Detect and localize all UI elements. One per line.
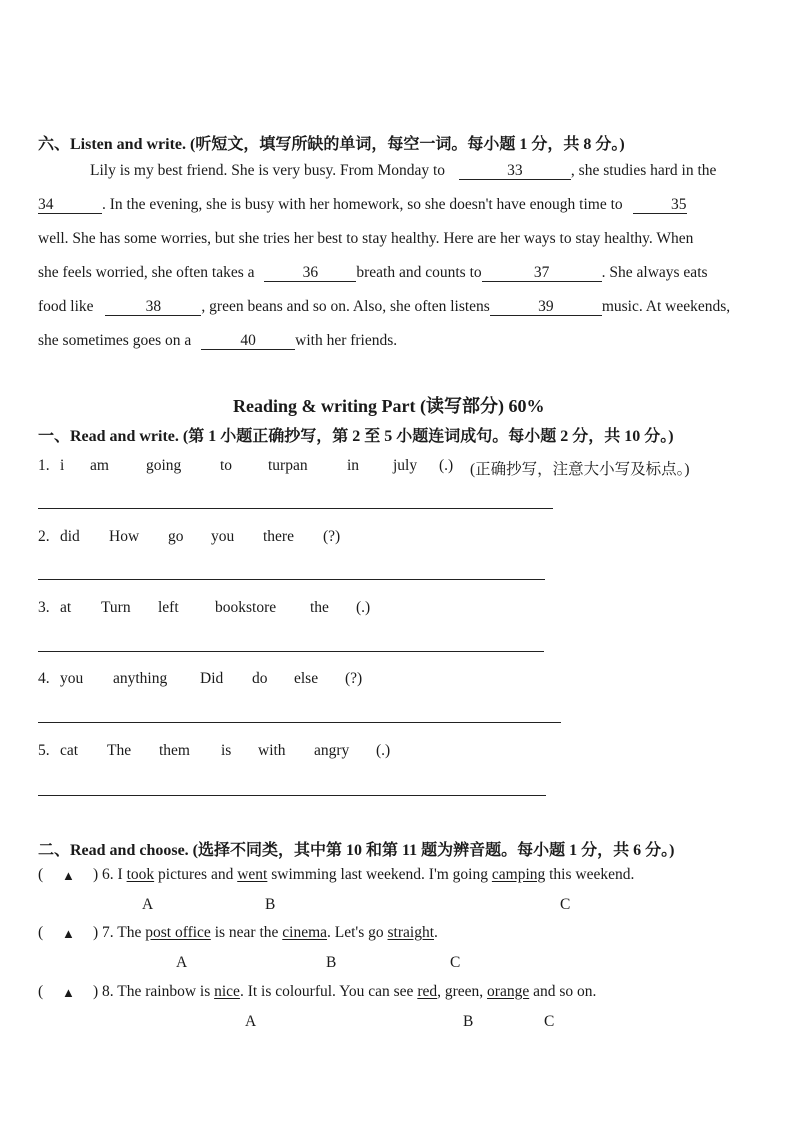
question-number: 5. [38, 742, 50, 759]
option-c: C [560, 896, 571, 913]
passage-text: with her friends. [295, 332, 398, 349]
scrambled-word: do [252, 670, 268, 687]
option-a: A [176, 954, 188, 971]
scrambled-word: How [109, 528, 140, 545]
scrambled-word: (.) [376, 742, 391, 759]
scrambled-word: the [310, 599, 329, 616]
sentence-text: ) 6. I [93, 866, 123, 883]
passage-line-5 [38, 298, 730, 316]
scrambled-word: (?) [323, 528, 341, 545]
choice-sentence-8 [93, 983, 596, 1001]
scrambled-word: am [90, 457, 109, 474]
underlined-word-b: red [417, 983, 438, 1000]
answer-paren[interactable]: ( [38, 983, 44, 1000]
scrambled-word: you [211, 528, 235, 545]
passage-text: Lily is my best friend. She is very busy. From Monday to [90, 162, 446, 179]
underlined-word-b: cinema [282, 924, 328, 941]
underlined-word-b: went [237, 866, 268, 883]
scrambled-word: (?) [345, 670, 363, 687]
answer-blank-33[interactable]: 33 [459, 163, 571, 180]
instruction-note: (正确抄写，注意大小写及标点。) [470, 461, 690, 478]
passage-text: she sometimes goes on a [38, 332, 192, 349]
sentence-text: . It is colourful. You can see [239, 983, 414, 1000]
choice-sentence-7 [93, 924, 438, 942]
passage-text: , she studies hard in the [570, 162, 717, 179]
answer-blank-34[interactable]: 34 [38, 197, 102, 214]
answer-blank-35[interactable]: 35 [633, 197, 687, 214]
scrambled-word: is [221, 742, 232, 759]
answer-blank-40[interactable]: 40 [201, 333, 295, 350]
scrambled-word: with [258, 742, 286, 759]
answer-paren[interactable]: ( [38, 866, 44, 883]
triangle-icon: ▲ [62, 868, 75, 883]
passage-text: she feels worried, she often takes a [38, 264, 255, 281]
answer-line-4[interactable] [38, 722, 561, 723]
scrambled-word: turpan [268, 457, 308, 474]
scrambled-word: anything [113, 670, 168, 687]
sentence-text: is near the [214, 924, 279, 941]
sentence-text: , green, [437, 983, 484, 1000]
underlined-word-a: post office [145, 924, 211, 941]
scrambled-word: left [158, 599, 179, 616]
underlined-word-a: took [126, 866, 155, 883]
sentence-text: ) 7. The [93, 924, 142, 941]
option-a: A [245, 1013, 257, 1030]
underlined-word-c: orange [487, 983, 530, 1000]
scrambled-word: go [168, 528, 184, 545]
answer-line-5[interactable] [38, 795, 546, 796]
underlined-word-c: straight [387, 924, 435, 941]
triangle-icon: ▲ [62, 985, 75, 1000]
answer-blank-37[interactable]: 37 [482, 265, 602, 282]
passage-text: . In the evening, she is busy with her homework, so she doesn't have enough time to [102, 196, 623, 213]
scrambled-word: july [393, 457, 418, 474]
sentence-text: . Let's go [327, 924, 384, 941]
scrambled-word: going [146, 457, 182, 474]
read-choose-section-title: 二、Read and choose. (选择不同类，其中第 10 和第 11 题为辨音题。每小题 1 分，共 6 分。) [38, 842, 675, 859]
question-number: 3. [38, 599, 50, 616]
answer-line-3[interactable] [38, 651, 544, 652]
answer-paren[interactable]: ( [38, 924, 44, 941]
underlined-word-c: camping [491, 866, 546, 883]
answer-blank-38[interactable]: 38 [105, 299, 201, 316]
passage-line-3: well. She has some worries, but she tries her best to stay healthy. Here are her ways to stay healthy. When [38, 230, 694, 247]
choice-sentence-6 [93, 866, 634, 884]
answer-blank-39[interactable]: 39 [490, 299, 602, 316]
scrambled-word: angry [314, 742, 350, 759]
scrambled-word: Turn [101, 599, 131, 616]
question-number: 4. [38, 670, 50, 687]
passage-text: breath and counts to [356, 264, 482, 281]
option-b: B [265, 896, 276, 913]
sentence-text: and so on. [533, 983, 597, 1000]
passage-text: food like [38, 298, 94, 315]
scrambled-word: did [60, 528, 80, 545]
scrambled-word: cat [60, 742, 79, 759]
scrambled-word: else [294, 670, 319, 687]
scrambled-word: bookstore [215, 599, 277, 616]
sentence-text: . [434, 924, 438, 941]
sentence-text: swimming last weekend. I'm going [271, 866, 488, 883]
question-number: 1. [38, 457, 50, 474]
scrambled-word: Did [200, 670, 224, 687]
passage-line-1 [90, 162, 716, 180]
scrambled-word: you [60, 670, 84, 687]
sentence-text: ) 8. The rainbow is [93, 983, 211, 1000]
option-b: B [326, 954, 337, 971]
underlined-word-a: nice [214, 983, 240, 1000]
passage-line-6 [38, 332, 397, 350]
option-c: C [450, 954, 461, 971]
passage-text: , green beans and so on. Also, she often listens [201, 298, 490, 315]
scrambled-word: to [220, 457, 233, 474]
option-b: B [463, 1013, 474, 1030]
triangle-icon: ▲ [62, 926, 75, 941]
passage-text: music. At weekends, [601, 298, 731, 315]
option-a: A [142, 896, 154, 913]
passage-line-4 [38, 264, 708, 282]
passage-line-2 [38, 196, 687, 214]
sentence-text: pictures and [158, 866, 234, 883]
answer-line-2[interactable] [38, 579, 545, 580]
passage-text: . She always eats [601, 264, 708, 281]
option-c: C [544, 1013, 555, 1030]
answer-line-1[interactable] [38, 508, 553, 509]
question-number: 2. [38, 528, 50, 545]
scrambled-word: there [263, 528, 294, 545]
sentence-text: this weekend. [549, 866, 635, 883]
scrambled-word: them [159, 742, 190, 759]
scrambled-word: in [347, 457, 360, 474]
scrambled-word: at [60, 599, 72, 616]
listen-section-title: 六、Listen and write. (听短文，填写所缺的单词，每空一词。每小题 1 分，共 8 分。) [38, 136, 625, 153]
scrambled-word: The [107, 742, 132, 759]
scrambled-word: (.) [439, 457, 454, 474]
part-heading: Reading & writing Part (读写部分) 60% [233, 396, 545, 416]
read-write-section-title: 一、Read and write. (第 1 小题正确抄写，第 2 至 5 小题连词成句。每小题 2 分，共 10 分。) [38, 428, 674, 445]
scrambled-word: i [60, 457, 65, 474]
scrambled-word: (.) [356, 599, 371, 616]
answer-blank-36[interactable]: 36 [264, 265, 356, 282]
